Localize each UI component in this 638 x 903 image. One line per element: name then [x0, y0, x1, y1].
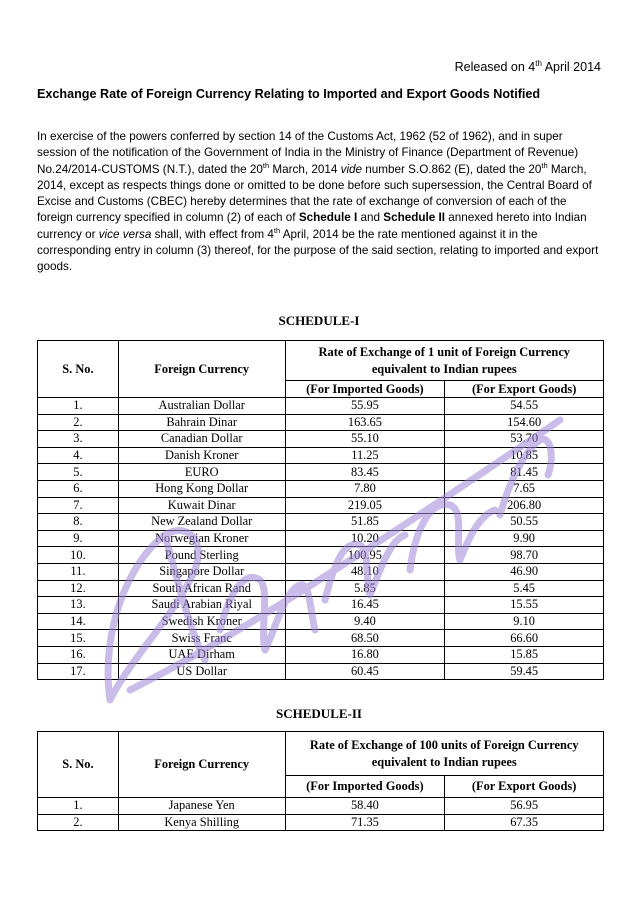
cell-currency: Canadian Dollar: [118, 431, 285, 448]
cell-currency: Kenya Shilling: [118, 814, 285, 831]
cell-sno: 17.: [38, 663, 119, 680]
para-bold: Schedule II: [383, 211, 445, 225]
cell-imported: 16.80: [285, 646, 445, 663]
page-title: Exchange Rate of Foreign Currency Relating to Imported and Export Goods Notified: [37, 87, 541, 101]
para-text: shall, with effect from 4: [151, 227, 274, 241]
cell-export: 66.60: [445, 630, 604, 647]
cell-sno: 3.: [38, 431, 119, 448]
header-imported: (For Imported Goods): [285, 381, 445, 398]
cell-export: 59.45: [445, 663, 604, 680]
cell-sno: 16.: [38, 646, 119, 663]
cell-currency: Australian Dollar: [118, 398, 285, 415]
header-currency: Foreign Currency: [118, 341, 285, 398]
release-date-suffix: April 2014: [541, 60, 601, 74]
schedule-2-body: [38, 798, 604, 831]
table-row: [38, 414, 604, 431]
cell-imported: 48.10: [285, 563, 445, 580]
table-row: [38, 613, 604, 630]
cell-sno: 5.: [38, 464, 119, 481]
cell-sno: 12.: [38, 580, 119, 597]
para-sup: th: [541, 160, 548, 170]
para-italic: vide: [340, 162, 363, 176]
cell-sno: 14.: [38, 613, 119, 630]
cell-export: 54.55: [445, 398, 604, 415]
schedule-1-title: SCHEDULE-I: [278, 313, 360, 328]
schedule-2-table: [37, 731, 604, 831]
cell-currency: Danish Kroner: [118, 447, 285, 464]
cell-export: 9.10: [445, 613, 604, 630]
release-date: [455, 60, 601, 74]
cell-export: 53.70: [445, 431, 604, 448]
cell-export: 206.80: [445, 497, 604, 514]
para-text: March, 2014: [269, 162, 341, 176]
header-rate: Rate of Exchange of 100 units of Foreign Currency equivalent to Indian rupees: [285, 732, 603, 776]
para-text: and: [357, 211, 384, 225]
cell-export: 154.60: [445, 414, 604, 431]
schedule-1-table: [37, 340, 604, 680]
table-row: [38, 798, 604, 815]
cell-currency: Japanese Yen: [118, 798, 285, 815]
cell-export: 81.45: [445, 464, 604, 481]
cell-imported: 163.65: [285, 414, 445, 431]
header-sno: S. No.: [38, 732, 119, 798]
table-row: [38, 630, 604, 647]
header-sno: S. No.: [38, 341, 119, 398]
notification-paragraph: [37, 129, 603, 276]
table-row: [38, 663, 604, 680]
cell-imported: 60.45: [285, 663, 445, 680]
cell-export: 10.85: [445, 447, 604, 464]
cell-sno: 1.: [38, 398, 119, 415]
cell-currency: UAE Dirham: [118, 646, 285, 663]
cell-imported: 55.10: [285, 431, 445, 448]
cell-sno: 13.: [38, 597, 119, 614]
cell-imported: 11.25: [285, 447, 445, 464]
cell-imported: 16.45: [285, 597, 445, 614]
header-rate: Rate of Exchange of 1 unit of Foreign Currency equivalent to Indian rupees: [285, 341, 603, 381]
cell-sno: 4.: [38, 447, 119, 464]
schedule-2-title: SCHEDULE-II: [276, 706, 362, 721]
cell-currency: Pound Sterling: [118, 547, 285, 564]
header-currency: Foreign Currency: [118, 732, 285, 798]
cell-currency: South African Rand: [118, 580, 285, 597]
para-bold: Schedule I: [298, 211, 358, 225]
release-date-sup: th: [535, 58, 542, 68]
cell-export: 7.65: [445, 480, 604, 497]
table-row: [38, 547, 604, 564]
cell-sno: 1.: [38, 798, 119, 815]
cell-currency: US Dollar: [118, 663, 285, 680]
header-export: (For Export Goods): [445, 381, 604, 398]
cell-export: 5.45: [445, 580, 604, 597]
cell-export: 46.90: [445, 563, 604, 580]
cell-imported: 71.35: [285, 814, 445, 831]
cell-currency: Kuwait Dinar: [118, 497, 285, 514]
cell-imported: 7.80: [285, 480, 445, 497]
cell-sno: 2.: [38, 814, 119, 831]
para-sup: th: [262, 160, 270, 170]
cell-imported: 68.50: [285, 630, 445, 647]
cell-imported: 55.95: [285, 398, 445, 415]
cell-sno: 9.: [38, 530, 119, 547]
para-text: number S.O.862 (E), dated the 20: [362, 162, 542, 176]
table-row: [38, 431, 604, 448]
table-row: [38, 514, 604, 531]
cell-imported: 58.40: [285, 798, 445, 815]
cell-sno: 6.: [38, 480, 119, 497]
table-row: [38, 530, 604, 547]
cell-export: 15.55: [445, 597, 604, 614]
table-row: [38, 597, 604, 614]
cell-export: 50.55: [445, 514, 604, 531]
cell-imported: 5.85: [285, 580, 445, 597]
table-row: [38, 814, 604, 831]
schedule-1-body: [38, 398, 604, 680]
cell-export: 15.85: [445, 646, 604, 663]
cell-imported: 83.45: [285, 464, 445, 481]
table-row: [38, 580, 604, 597]
para-text: April, 2014 be the rate mentioned against it in the corresponding entry in column (3) thereof, for the purpose of the said section, relating to imported and export goods.: [37, 227, 599, 274]
para-italic: vice versa: [98, 227, 152, 241]
cell-export: 67.35: [445, 814, 604, 831]
table-row: [38, 398, 604, 415]
cell-export: 98.70: [445, 547, 604, 564]
cell-currency: Saudi Arabian Riyal: [118, 597, 285, 614]
para-text: annexed hereto into Indian currency or: [37, 211, 587, 241]
cell-currency: Swiss Franc: [118, 630, 285, 647]
header-export: (For Export Goods): [445, 776, 604, 798]
table-row: [38, 464, 604, 481]
cell-sno: 2.: [38, 414, 119, 431]
para-text: In exercise of the powers conferred by section 14 of the Customs Act, 1962 (52 of 1962), and in super session of the notification of the Government of India in the Ministry of Finance (Department of Revenue) No.24/2014-CUSTOMS (N.T.), dated the 20: [37, 130, 579, 176]
cell-sno: 10.: [38, 547, 119, 564]
release-date-text: Released on 4: [454, 60, 536, 74]
cell-currency: EURO: [118, 464, 285, 481]
cell-imported: 219.05: [285, 497, 445, 514]
cell-export: 56.95: [445, 798, 604, 815]
cell-sno: 8.: [38, 514, 119, 531]
table-row: [38, 480, 604, 497]
table-row: [38, 447, 604, 464]
cell-currency: Hong Kong Dollar: [118, 480, 285, 497]
cell-export: 9.90: [445, 530, 604, 547]
cell-imported: 100.95: [285, 547, 445, 564]
cell-imported: 9.40: [285, 613, 445, 630]
cell-currency: Norwegian Kroner: [118, 530, 285, 547]
cell-currency: Singapore Dollar: [118, 563, 285, 580]
cell-imported: 10.20: [285, 530, 445, 547]
table-row: [38, 646, 604, 663]
cell-sno: 11.: [38, 563, 119, 580]
cell-currency: New Zealand Dollar: [118, 514, 285, 531]
table-row: [38, 563, 604, 580]
header-imported: (For Imported Goods): [285, 776, 445, 798]
table-row: [38, 497, 604, 514]
cell-currency: Swedish Kroner: [118, 613, 285, 630]
para-sup: th: [273, 225, 281, 235]
cell-sno: 15.: [38, 630, 119, 647]
para-text: March, 2014, except as respects things done or omitted to be done before such supersession, the Central Board of Excise and Customs (CBEC) hereby determines that the rate of exchange of conversion of each of the foreign currency specified in column (2) of each of: [37, 162, 592, 225]
cell-currency: Bahrain Dinar: [118, 414, 285, 431]
cell-sno: 7.: [38, 497, 119, 514]
cell-imported: 51.85: [285, 514, 445, 531]
